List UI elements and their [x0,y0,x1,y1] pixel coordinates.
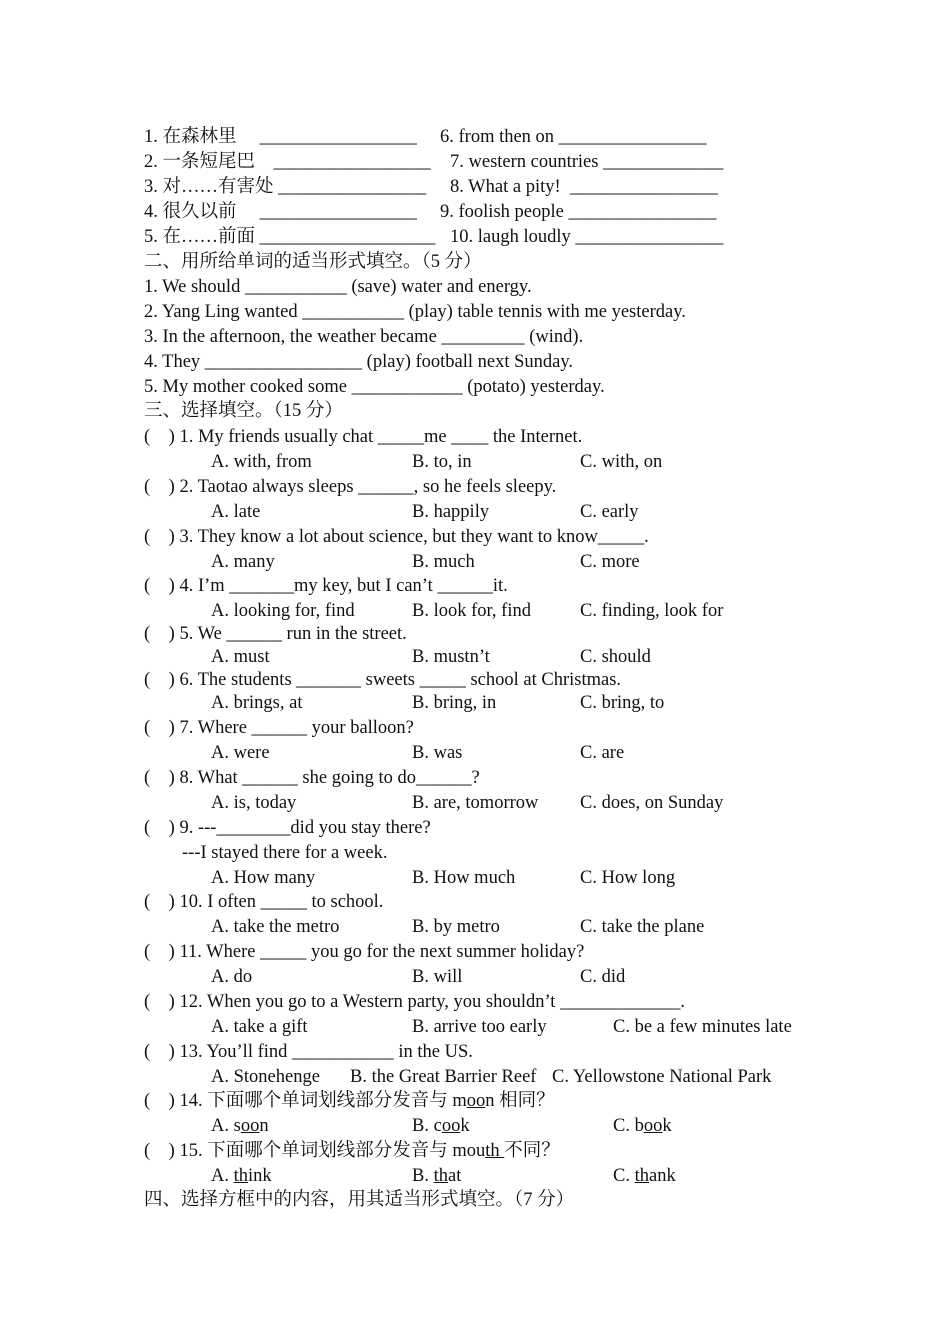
question-14-option-a [211,1115,269,1137]
question-15-option-a [211,1165,272,1187]
question-10-stem: ( ) 10. I often _____ to school. [144,892,384,912]
question-12-stem: ( ) 12. When you go to a Western party, you shouldn’t _____________. [144,992,685,1012]
question-3-option-b: B. much [412,552,475,572]
translation-left-4: 4. 很久以前 _________________ [144,202,417,222]
question-3-option-c: C. more [580,552,640,572]
question-8-stem: ( ) 8. What ______ she going to do______? [144,768,480,788]
question-14-stem-text-end: n 相同？ [485,1091,555,1111]
translation-right-7: 7. western countries _____________ [450,152,724,172]
translation-left-2: 2. 一条短尾巴 _________________ [144,152,431,172]
question-7-option-c: C. are [580,743,625,763]
question-1-stem: ( ) 1. My friends usually chat _____me ____ the Internet. [144,427,583,447]
question-9-option-c: C. How long [580,868,676,888]
question-6-option-a: A. brings, at [211,693,303,713]
question-11-option-c: C. did [580,967,626,987]
question-5-option-c: C. should [580,647,651,667]
question-4-option-c: C. finding, look for [580,601,724,621]
question-9-stem-reply: ---I stayed there for a week. [182,843,388,863]
question-6-option-c: C. bring, to [580,693,665,713]
section-2-item-3: 3. In the afternoon, the weather became _________ (wind). [144,327,584,347]
translation-left-1: 1. 在森林里 _________________ [144,127,417,147]
option-underline: oo [643,1116,663,1136]
question-13-option-a: A. Stonehenge [211,1067,320,1087]
question-12-option-c: C. be a few minutes late [613,1017,792,1037]
option-text-end: k [662,1116,672,1136]
section-2-item-2: 2. Yang Ling wanted ___________ (play) table tennis with me yesterday. [144,302,686,322]
section-2-item-4: 4. They _________________ (play) football next Sunday. [144,352,574,372]
question-1-option-c: C. with, on [580,452,663,472]
question-14-stem-underline: oo [466,1091,486,1111]
question-9-stem: ( ) 9. ---________did you stay there? [144,818,431,838]
question-4-option-b: B. look for, find [412,601,531,621]
section-2-heading: 二、用所给单词的适当形式填空。（5 分） [144,252,482,272]
question-8-option-b: B. are, tomorrow [412,793,539,813]
option-text: B. c [412,1116,442,1136]
option-text-end: k [460,1116,470,1136]
question-2-option-b: B. happily [412,502,490,522]
translation-left-3: 3. 对……有害处 ________________ [144,177,427,197]
question-3-option-a: A. many [211,552,275,572]
option-text: C. [613,1166,635,1186]
question-13-stem: ( ) 13. You’ll find ___________ in the US. [144,1042,473,1062]
question-15-stem [144,1140,560,1162]
option-text-end: ink [248,1166,272,1186]
question-1-option-a: A. with, from [211,452,312,472]
question-7-option-b: B. was [412,743,463,763]
question-10-option-a: A. take the metro [211,917,340,937]
option-underline: th [433,1166,448,1186]
translation-right-10: 10. laugh loudly ________________ [450,227,724,247]
section-2-item-5: 5. My mother cooked some ____________ (potato) yesterday. [144,377,605,397]
question-5-option-a: A. must [211,647,270,667]
option-text-end: ank [648,1166,676,1186]
question-15-stem-text: ( ) 15. 下面哪个单词划线部分发音与 mou [144,1141,486,1161]
option-underline: th [233,1166,249,1186]
question-9-option-b: B. How much [412,868,516,888]
question-12-option-a: A. take a gift [211,1017,308,1037]
question-11-stem: ( ) 11. Where _____ you go for the next summer holiday? [144,942,585,962]
question-12-option-b: B. arrive too early [412,1017,547,1037]
question-11-option-b: B. will [412,967,463,987]
question-2-option-a: A. late [211,502,261,522]
option-text: A. s [211,1116,241,1136]
translation-right-9: 9. foolish people ________________ [440,202,717,222]
option-text: C. b [613,1116,644,1136]
question-15-option-b [412,1165,461,1187]
question-9-option-a: A. How many [211,868,316,888]
question-13-option-b: B. the Great Barrier Reef [350,1067,537,1087]
option-text: B. [412,1166,434,1186]
section-4-heading: 四、选择方框中的内容，用其适当形式填空。（7 分） [144,1190,575,1210]
question-15-option-c [613,1165,676,1187]
question-13-option-c: C. Yellowstone National Park [552,1067,772,1087]
question-7-option-a: A. were [211,743,270,763]
question-5-option-b: B. mustn’t [412,647,490,667]
question-7-stem: ( ) 7. Where ______ your balloon? [144,718,414,738]
translation-right-8: 8. What a pity! ________________ [450,177,718,197]
question-8-option-a: A. is, today [211,793,297,813]
question-10-option-b: B. by metro [412,917,500,937]
option-text: A. [211,1166,234,1186]
question-1-option-b: B. to, in [412,452,472,472]
question-4-stem: ( ) 4. I’m _______my key, but I can’t ______it. [144,576,508,596]
question-2-stem: ( ) 2. Taotao always sleeps ______, so he feels sleepy. [144,477,557,497]
option-underline: oo [441,1116,461,1136]
question-2-option-c: C. early [580,502,639,522]
question-14-option-c [613,1115,672,1137]
question-15-stem-text-end: 不同？ [504,1141,560,1161]
question-3-stem: ( ) 3. They know a lot about science, but they want to know_____. [144,527,649,547]
question-8-option-c: C. does, on Sunday [580,793,724,813]
option-text-end: n [259,1116,269,1136]
question-14-stem [144,1090,555,1112]
question-6-option-b: B. bring, in [412,693,497,713]
question-14-option-b [412,1115,470,1137]
question-14-stem-text: ( ) 14. 下面哪个单词划线部分发音与 m [144,1091,467,1111]
question-11-option-a: A. do [211,967,253,987]
option-underline: th [634,1166,649,1186]
question-4-option-a: A. looking for, find [211,601,355,621]
section-3-heading: 三、选择填空。（15 分） [144,401,343,421]
question-15-stem-underline: th [485,1141,505,1161]
question-5-stem: ( ) 5. We ______ run in the street. [144,624,407,644]
translation-right-6: 6. from then on ________________ [440,127,707,147]
question-10-option-c: C. take the plane [580,917,705,937]
option-underline: oo [240,1116,260,1136]
translation-left-5: 5. 在……前面 ___________________ [144,227,436,247]
question-6-stem: ( ) 6. The students _______ sweets _____ school at Christmas. [144,670,622,690]
section-2-item-1: 1. We should ___________ (save) water and energy. [144,277,532,297]
option-text-end: at [447,1166,462,1186]
